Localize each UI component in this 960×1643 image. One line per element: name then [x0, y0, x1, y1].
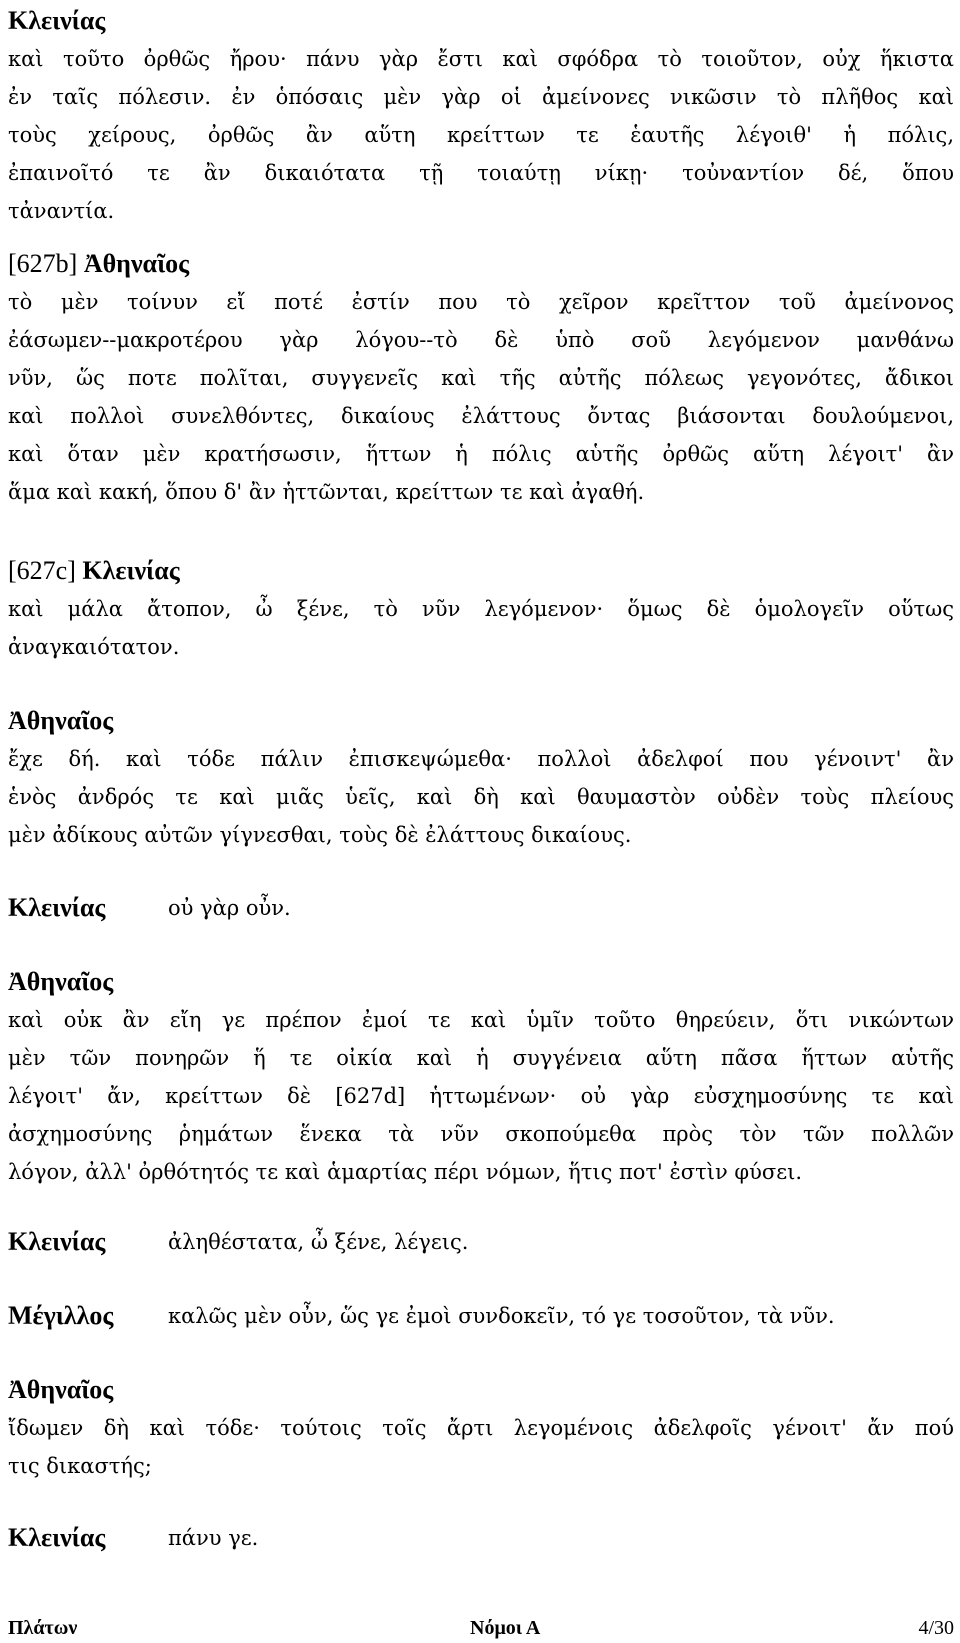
- page-footer: [8, 1614, 954, 1642]
- text-line: ἐν ταῖς πόλεσιν. ἐν ὁπόσαις μὲν γὰρ οἱ ἀμείνονες νικῶσιν τὸ πλῆθος καὶ: [8, 85, 954, 109]
- dialogue-text: [8, 1001, 954, 1191]
- dialogue-block: [8, 963, 954, 1191]
- speaker-name: Κλεινίας: [82, 556, 180, 585]
- text-line: ἀσχημοσύνης ῥημάτων ἕνεκα τὰ νῦν σκοπούμεθα πρὸς τὸν τῶν πολλῶν: [8, 1122, 954, 1146]
- text-line: τις δικαστής;: [8, 1454, 152, 1478]
- speaker-name: Ἀθηναῖος: [8, 1375, 114, 1404]
- dialogue-inline: [8, 1297, 954, 1335]
- speaker-heading: [8, 552, 954, 590]
- speaker-name: Κλεινίας: [8, 1227, 106, 1256]
- dialogue-text: [8, 590, 954, 666]
- dialogue-inline: [8, 889, 954, 927]
- section-marker: [627c]: [8, 556, 76, 585]
- text-line: καὶ ὅταν μὲν κρατήσωσιν, ἥττων ἡ πόλις αὑτῆς ὀρθῶς αὕτη λέγοιτ' ἂν: [8, 442, 954, 466]
- speaker-name: Ἀθηναῖος: [83, 249, 190, 278]
- text-line: λόγον, ἀλλ' ὀρθότητός τε καὶ ἁμαρτίας πέρι νόμων, ἥτις ποτ' ἐστὶν φύσει.: [8, 1160, 803, 1184]
- text-line: ἑνὸς ἀνδρός τε καὶ μιᾶς ὑεῖς, καὶ δὴ καὶ θαυμαστὸν οὐδὲν τοὺς πλείους: [8, 785, 954, 809]
- dialogue-block: [8, 1371, 954, 1485]
- section-marker: [627b]: [8, 249, 78, 278]
- text-line: ἴδωμεν δὴ καὶ τόδε· τούτοις τοῖς ἄρτι λεγομένοις ἀδελφοῖς γένοιτ' ἄν πού: [8, 1416, 954, 1440]
- speaker-heading: [8, 245, 954, 283]
- speaker-name: Ἀθηναῖος: [8, 706, 114, 735]
- text-line: ἔχε δή. καὶ τόδε πάλιν ἐπισκεψώμεθα· πολλοὶ ἀδελφοί που γένοιντ' ἂν: [8, 747, 954, 771]
- dialogue-block: [8, 2, 954, 230]
- text-line: τὸ μὲν τοίνυν εἴ ποτέ ἐστίν που τὸ χεῖρον κρεῖττον τοῦ ἀμείνονος: [8, 290, 954, 314]
- text-line: καὶ οὐκ ἂν εἴη γε πρέπον ἐμοί τε καὶ ὑμῖν τοῦτο θηρεύειν, ὅτι νικώντων: [8, 1008, 954, 1032]
- text-line: νῦν, ὥς ποτε πολῖται, συγγενεῖς καὶ τῆς αὐτῆς πόλεως γεγονότες, ἄδικοι: [8, 366, 954, 390]
- text-line: ἐάσωμεν--μακροτέρου γὰρ λόγου--τὸ δὲ ὑπὸ σοῦ λεγόμενον μανθάνω: [8, 328, 954, 352]
- text-line: ἀναγκαιότατον.: [8, 635, 180, 659]
- text-line: τοὺς χείρους, ὀρθῶς ἂν αὕτη κρείττων τε ἑαυτῆς λέγοιθ' ἡ πόλις,: [8, 123, 954, 147]
- speaker-name: Κλεινίας: [8, 6, 106, 35]
- dialogue-text: ἀληθέστατα, ὦ ξένε, λέγεις.: [168, 1230, 469, 1254]
- text-line: λέγοιτ' ἄν, κρείττων δὲ [627d] ἡττωμένων· οὐ γὰρ εὐσχημοσύνης τε καὶ: [8, 1084, 954, 1108]
- text-line: καὶ μάλα ἄτοπον, ὦ ξένε, τὸ νῦν λεγόμενον· ὅμως δὲ ὁμολογεῖν οὕτως: [8, 597, 954, 621]
- text-line: μὲν τῶν πονηρῶν ἥ τε οἰκία καὶ ἡ συγγένεια αὕτη πᾶσα ἥττων αὑτῆς: [8, 1046, 954, 1070]
- footer-work-title: Νόμοι Α: [470, 1617, 541, 1639]
- text-line: ἐπαινοῖτό τε ἂν δικαιότατα τῇ τοιαύτῃ νίκῃ· τοὐναντίον δέ, ὅπου: [8, 161, 954, 185]
- text-line: ἅμα καὶ κακή, ὅπου δ' ἂν ἡττῶνται, κρείττων τε καὶ ἀγαθή.: [8, 480, 645, 504]
- speaker-name: Κλεινίας: [8, 1523, 106, 1552]
- dialogue-text: πάνυ γε.: [168, 1526, 259, 1550]
- text-line: καὶ τοῦτο ὀρθῶς ἤρου· πάνυ γὰρ ἔστι καὶ σφόδρα τὸ τοιοῦτον, οὐχ ἥκιστα: [8, 47, 954, 71]
- speaker-name: Κλεινίας: [8, 893, 106, 922]
- text-line: καὶ πολλοὶ συνελθόντες, δικαίους ἐλάττους ὄντας βιάσονται δουλούμενοι,: [8, 404, 954, 428]
- dialogue-block: [8, 552, 954, 666]
- dialogue-text: [8, 740, 954, 854]
- speaker-name: Ἀθηναῖος: [8, 967, 114, 996]
- dialogue-block: [8, 245, 954, 511]
- speaker-name: Μέγιλλος: [8, 1301, 114, 1330]
- dialogue-text: [8, 1409, 954, 1485]
- dialogue-text: οὐ γὰρ οὖν.: [168, 896, 291, 920]
- dialogue-text: [8, 40, 954, 230]
- dialogue-text: καλῶς μὲν οὖν, ὥς γε ἐμοὶ συνδοκεῖν, τό γε τοσοῦτον, τὰ νῦν.: [168, 1304, 835, 1328]
- footer-page-number: 4/30: [918, 1617, 954, 1639]
- dialogue-text: [8, 283, 954, 511]
- dialogue-block: [8, 702, 954, 854]
- text-line: τἀναντία.: [8, 199, 115, 223]
- text-line: μὲν ἀδίκους αὐτῶν γίγνεσθαι, τοὺς δὲ ἐλάττους δικαίους.: [8, 823, 632, 847]
- dialogue-inline: [8, 1223, 954, 1261]
- dialogue-inline: [8, 1519, 954, 1557]
- footer-author: Πλάτων: [8, 1617, 78, 1639]
